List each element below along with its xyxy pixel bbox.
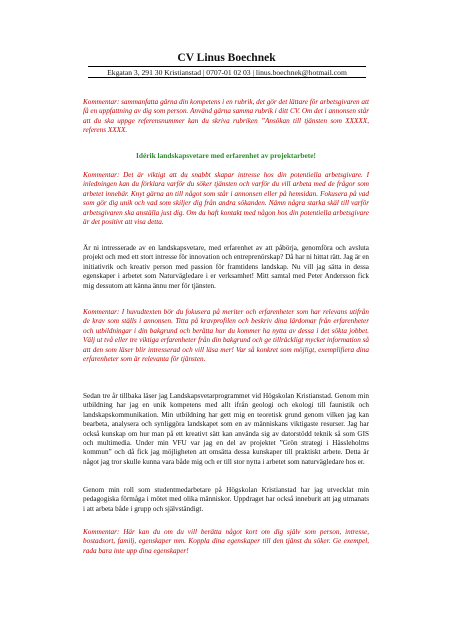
cv-title: CV Linus Boechnek (177, 52, 276, 64)
paragraph-education: Sedan tre år tillbaka läser jag Landskapsvetarprogrammet vid Högskolan Kristianstad. Genom min utbildning har jag en unik kompetens med allt ifrån geologi och ekologi till faunistik och landskapskommunikation. Min utbildning har gett mig en teoretisk grund genom vilken jag kan bearbeta, analysera och synliggöra landskapet som en av människans viktigaste resurser. Jag har också kunskap om hur man på ett kreativt sätt kan använda sig av datorstödd teknik så som GIS och multimedia. Under min VFU var jag en del av projektet ”Grön strategi i Hässleholms kommun” och då fick jag möjligheten att omsätta dessa kunskaper till praktiskt arbete. Detta är något jag tror skulle kunna vara både mig och er till stor nytta i arbetet som naturvägledare hos er. (83, 392, 369, 466)
headline: Idérik landskapsvetare med erfarenhet av projektarbete! (135, 151, 317, 160)
paragraph-introduction: Är ni intresserade av en landskapsvetare, med erfarenhet av att påbörja, genomföra och avsluta projekt och med ett stort intresse för innovation och entreprenörskap? Då har ni hittat rätt. Jag är en initiativrik och kreativ person med passion för framtidens landskap. Nu vill jag sätta in dessa egenskaper i arbetet som Naturvägledare i er verksamhet! Mitt samtal med Peter Andersson fick mig dessutom att känna ännu mer för tjänsten. (83, 244, 369, 290)
comment-introduction: Kommentar: Det är viktigt att du snabbt skapar intresse hos din potentiella arbetsgivare. I inledningen kan du förklara varför du söker tjänsten och varför du vill arbeta med de frågor som arbetet innebär. Knyt gärna an till något som står i annonsen eller på hemsidan. Fokusera på vad som gör dig unik och vad som skiljer dig från andra sökanden. Nämn några starka skäl till varför arbetsgivaren ska anställa just dig. Om du haft kontakt med någon hos din potentiella arbetsgivare är det positivt att visa detta. (83, 171, 369, 227)
paragraph-student-role: Genom min roll som studentmedarbetare på Högskolan Kristianstad har jag utvecklat min pedagogiska förmåga i mötet med olika människor. Uppdraget har också inneburit att jag utmanats i att arbeta både i grupp och självständigt. (83, 486, 369, 513)
contact-line: Ekgatan 3, 291 30 Kristianstad | 0707-01 02 03 | linus.boechnek@hotmail.com (88, 67, 366, 78)
comment-main-text: Kommentar: I huvudtexten bör du fokusera på meriter och erfarenheter som har relevans utifrån de krav som ställs i annonsen. Titta på kravprofilen och beskriv dina lärdomar från erfarenheter och utbildningar i din bakgrund och berätta hur du kommer ha nytta av dessa i det sökta jobbet. Välj ut två eller tre viktiga erfarenheter från din bakgrund och ge tillräckligt mycket information så att den som läser blir intresserad och vill läsa mer! Var så konkret som möjligt, exemplifiera dina erfarenheter som är relevanta för tjänsten. (83, 308, 369, 364)
comment-personal: Kommentar: Här kan du om du vill berätta något kort om dig själv som person, intresse, bostadsort, familj, egenskaper mm. Koppla dina egenskaper till den tjänst du söker. Ge exempel, rada bara inte upp dina egenskaper! (83, 528, 369, 555)
comment-summary-headline: Kommentar: sammanfatta gärna din kompetens i en rubrik, det gör det lättare för arbetsgivaren att få en uppfattning av dig som person. Använd gärna samma rubrik i ditt CV. Om det i annonsen står att du ska uppge referensnummer kan du skriva rubriken ”Ansökan till tjänsten som XXXXX, referens XXXX. (83, 98, 369, 135)
